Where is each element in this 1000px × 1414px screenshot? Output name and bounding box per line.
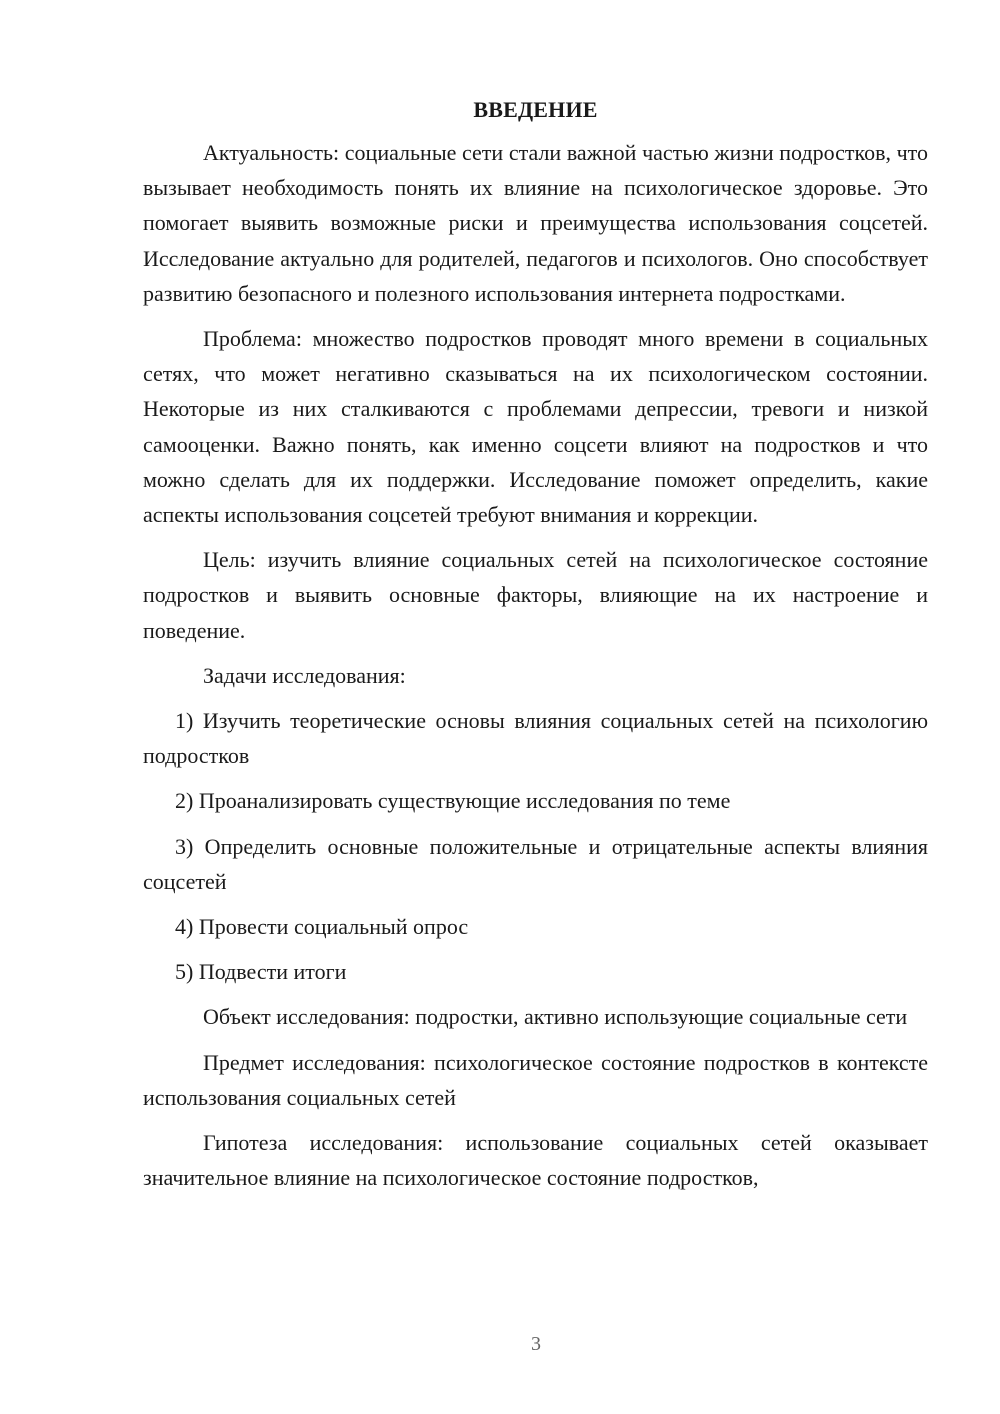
page-number: 3: [531, 1333, 541, 1355]
object-paragraph: Объект исследования: подростки, активно использующие социальные сети: [203, 1004, 908, 1030]
subject-paragraph: Предмет исследования: психологическое состояние подростков в контексте использования социальных сетей: [143, 1049, 928, 1110]
task-item: 1) Изучить теоретические основы влияния социальных сетей на психологию подростков: [143, 708, 928, 769]
relevance-paragraph: Актуальность: социальные сети стали важной частью жизни подростков, что вызывает необходимость понять их влияние на психологическое здоровье. Это помогает выявить возможные риски и преимущества использования соцсетей. Исследование актуально для родителей, педагогов и психологов. Оно способствует развитию безопасного и полезного использования интернета подростками.: [143, 140, 928, 306]
tasks-heading: Задачи исследования:: [203, 662, 406, 688]
page-content: [143, 92, 928, 1195]
task-item: 2) Проанализировать существующие исследования по теме: [175, 788, 731, 814]
task-item: 5) Подвести итоги: [175, 959, 347, 985]
section-title: ВВЕДЕНИЕ: [473, 97, 598, 122]
task-item: 3) Определить основные положительные и отрицательные аспекты влияния соцсетей: [143, 833, 928, 894]
goal-paragraph: Цель: изучить влияние социальных сетей на психологическое состояние подростков и выявить основные факторы, влияющие на их настроение и поведение.: [143, 547, 928, 643]
task-item: 4) Провести социальный опрос: [175, 914, 469, 940]
problem-paragraph: Проблема: множество подростков проводят много времени в социальных сетях, что может негативно сказываться на их психологическом состоянии. Некоторые из них сталкиваются с проблемами депрессии, тревоги и низкой самооценки. Важно понять, как именно соцсети влияют на подростков и что можно сделать для их поддержки. Исследование поможет определить, какие аспекты использования соцсетей требуют внимания и коррекции.: [143, 326, 928, 528]
hypothesis-paragraph: Гипотеза исследования: использование социальных сетей оказывает значительное влияние на психологическое состояние подростков,: [143, 1130, 928, 1191]
